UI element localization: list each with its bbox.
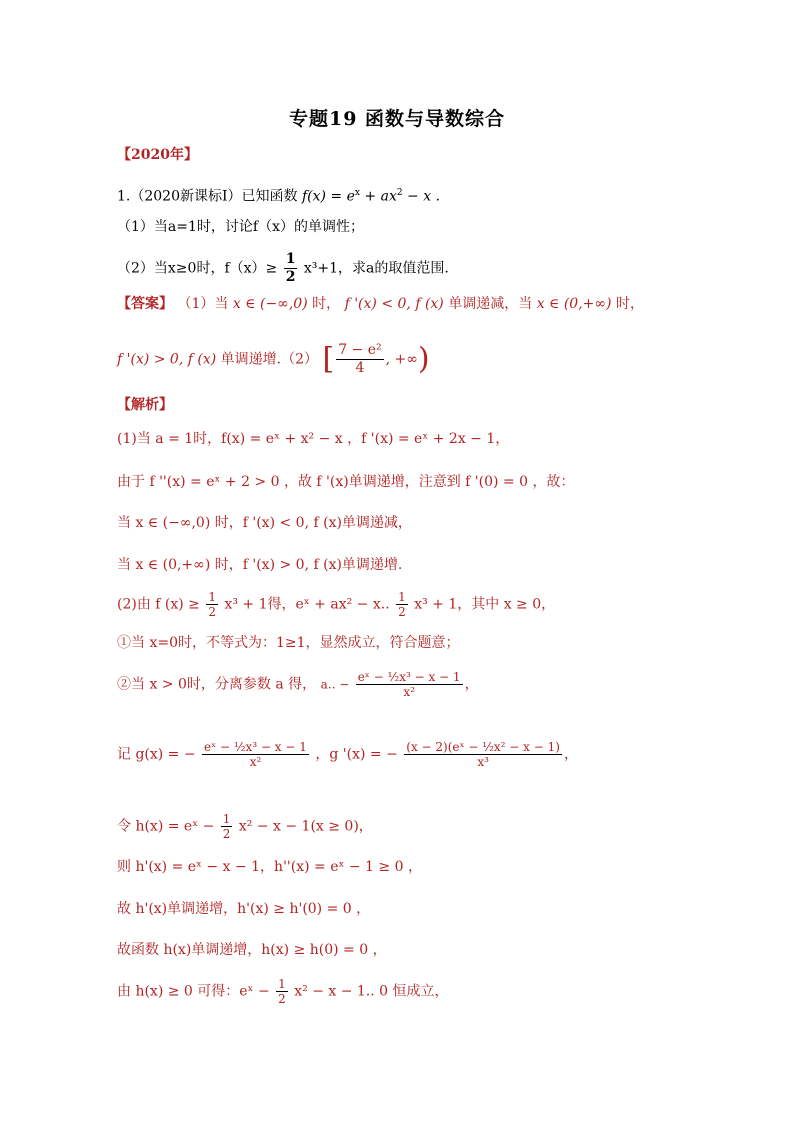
- fraction-half: $\frac{1}{2}$: [285, 251, 296, 285]
- analysis-line-2: 由于 f ''(x) = eˣ + 2 > 0 ，故 f '(x)单调递增，注意到 f '(0) = 0 ，故：: [117, 474, 575, 490]
- year-tag: 【2020年】: [117, 147, 198, 163]
- analysis-line-11: 故 h'(x)单调递增，h'(x) ≥ h'(0) = 0 ，: [117, 901, 371, 917]
- analysis-label: 【解析】: [117, 397, 173, 413]
- page-title: 专题19 函数与导数综合: [288, 108, 506, 130]
- analysis-line-8: 记 g(x) = − $\frac{\text{eˣ − ½x³ − x − 1}}{\text{x²}}$ ，g '(x) = − $\frac{\text{(x − 2)(eˣ − ½x² − x − 1)}}{\text{x³}}$ ，: [117, 740, 578, 769]
- analysis-line-6: ①当 x=0时，不等式为：1≥1，显然成立，符合题意；: [117, 635, 460, 651]
- analysis-line-9: 令 h(x) = eˣ − $\frac{1}{2}$ x² − x − 1(x ≥ 0)，: [117, 812, 373, 841]
- answer-line-1: 【答案】 （1）当 x ∈ (−∞,0) 时， f '(x) < 0, f (x) 单调递减，当 x ∈ (0,+∞) 时，: [117, 296, 644, 312]
- analysis-line-13: 由 h(x) ≥ 0 可得：eˣ − $\frac{1}{2}$ x² − x − 1.. 0 恒成立，: [117, 977, 449, 1006]
- question-1: （1）当a=1时，讨论f（x）的单调性；: [117, 219, 364, 235]
- question-2: （2）当x≥0时，f（x）≥ $\frac{1}{2}$ x³+1，求a的取值范围.: [117, 251, 449, 285]
- problem-header: 1.（2020新课标Ⅰ）已知函数 $f(x) = e^x + ax^2 - x$ .: [117, 188, 441, 205]
- analysis-line-1: (1)当 a = 1时，f(x) = eˣ + x² − x ，f '(x) = eˣ + 2x − 1，: [117, 431, 510, 447]
- analysis-line-12: 故函数 h(x)单调递增，h(x) ≥ h(0) = 0 ，: [117, 942, 387, 958]
- analysis-line-5: (2)由 f (x) ≥ $\frac{1}{2}$ x³ + 1得，eˣ + ax² − x.. $\frac{1}{2}$ x³ + 1，其中 x ≥ 0，: [117, 590, 556, 619]
- answer-line-2: f '(x) > 0, f (x) 单调递增.（2） [ $\frac{\text{7 − e²}}{4}$ , +∞): [117, 341, 430, 377]
- answer-fraction: $\frac{\text{7 − e²}}{4}$: [338, 342, 382, 376]
- analysis-line-4: 当 x ∈ (0,+∞) 时，f '(x) > 0, f (x)单调递增.: [117, 557, 403, 573]
- analysis-line-7: ②当 x > 0时，分离参数 a 得， a.. − $\frac{\text{eˣ − ½x³ − x − 1}}{\text{x²}}$ ，: [117, 670, 479, 699]
- analysis-line-10: 则 h'(x) = eˣ − x − 1，h''(x) = eˣ − 1 ≥ 0 ，: [117, 859, 422, 875]
- analysis-line-3: 当 x ∈ (−∞,0) 时，f '(x) < 0, f (x)单调递减，: [117, 515, 412, 531]
